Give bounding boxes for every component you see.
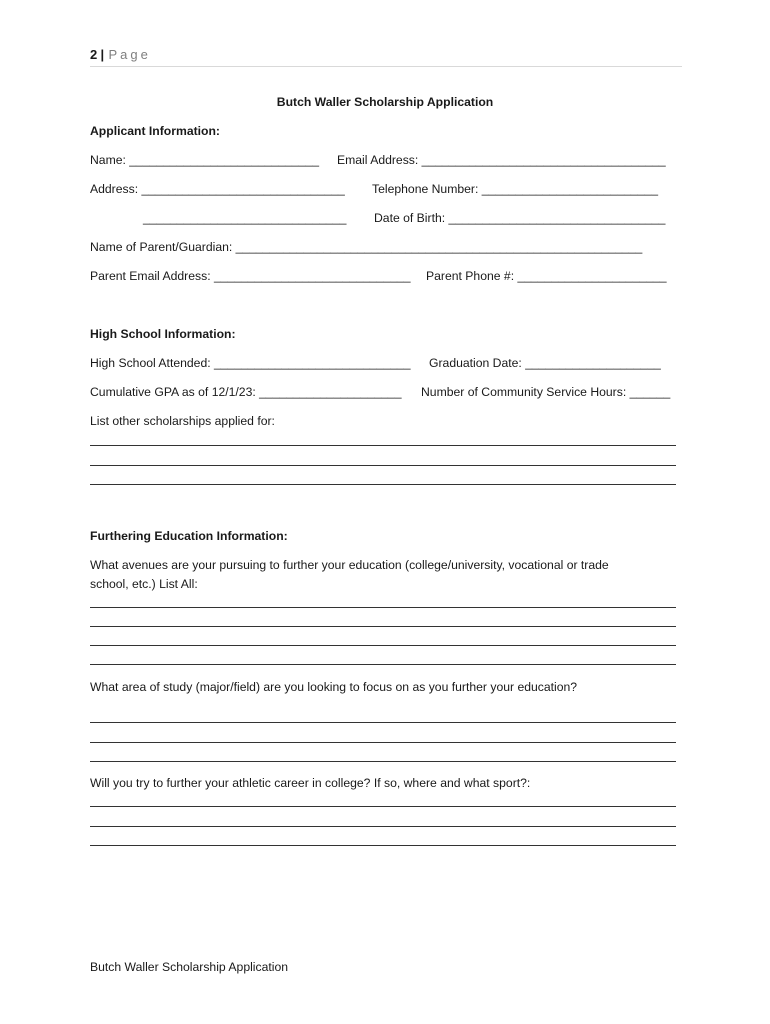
high-school-heading: High School Information: [90, 327, 236, 341]
address-field-line2[interactable]: ______________________________ [143, 211, 347, 225]
community-service-hours-field[interactable]: Number of Community Service Hours: ______ [421, 385, 671, 399]
avenues-answer-line[interactable] [90, 645, 676, 646]
email-field[interactable]: Email Address: ____________________________________ [337, 153, 666, 167]
avenues-answer-line[interactable] [90, 664, 676, 665]
page-footer: Butch Waller Scholarship Application [90, 960, 289, 974]
avenues-answer-line[interactable] [90, 626, 676, 627]
area-of-study-answer-line[interactable] [90, 761, 676, 762]
parent-phone-field[interactable]: Parent Phone #: ______________________ [426, 269, 667, 283]
applicant-heading: Applicant Information: [90, 124, 220, 138]
avenues-prompt: What avenues are your pursuing to further your education (college/university, vocational or trade [90, 558, 609, 572]
area-of-study-answer-line[interactable] [90, 722, 676, 723]
scholarships-prompt: List other scholarships applied for: [90, 414, 275, 428]
avenues-answer-line[interactable] [90, 607, 676, 608]
high-school-attended-field[interactable]: High School Attended: _____________________________ [90, 356, 411, 370]
area-of-study-answer-line[interactable] [90, 742, 676, 743]
page-header [90, 47, 682, 67]
athletic-answer-line[interactable] [90, 845, 676, 846]
athletic-answer-line[interactable] [90, 826, 676, 827]
date-of-birth-field[interactable]: Date of Birth: ________________________________ [374, 211, 666, 225]
avenues-prompt-cont: school, etc.) List All: [90, 577, 198, 591]
furthering-education-heading: Furthering Education Information: [90, 529, 288, 543]
address-field[interactable]: Address: ______________________________ [90, 182, 345, 196]
scholarships-answer-line[interactable] [90, 484, 676, 485]
page-label: Page [108, 47, 151, 62]
athletic-career-prompt: Will you try to further your athletic career in college? If so, where and what sport?: [90, 776, 531, 790]
athletic-answer-line[interactable] [90, 806, 676, 807]
page-number: 2 [90, 47, 98, 62]
parent-name-field[interactable]: Name of Parent/Guardian: ____________________________________________________________ [90, 240, 643, 254]
name-field[interactable]: Name: ____________________________ [90, 153, 320, 167]
telephone-field[interactable]: Telephone Number: __________________________ [372, 182, 658, 196]
parent-email-field[interactable]: Parent Email Address: _____________________________ [90, 269, 411, 283]
document-title: Butch Waller Scholarship Application [276, 95, 494, 109]
gpa-field[interactable]: Cumulative GPA as of 12/1/23: _____________________ [90, 385, 402, 399]
page-separator: | [100, 47, 105, 62]
scholarships-answer-line[interactable] [90, 465, 676, 466]
graduation-date-field[interactable]: Graduation Date: ____________________ [429, 356, 661, 370]
area-of-study-prompt: What area of study (major/field) are you looking to focus on as you further your education? [90, 680, 578, 694]
scholarships-answer-line[interactable] [90, 445, 676, 446]
